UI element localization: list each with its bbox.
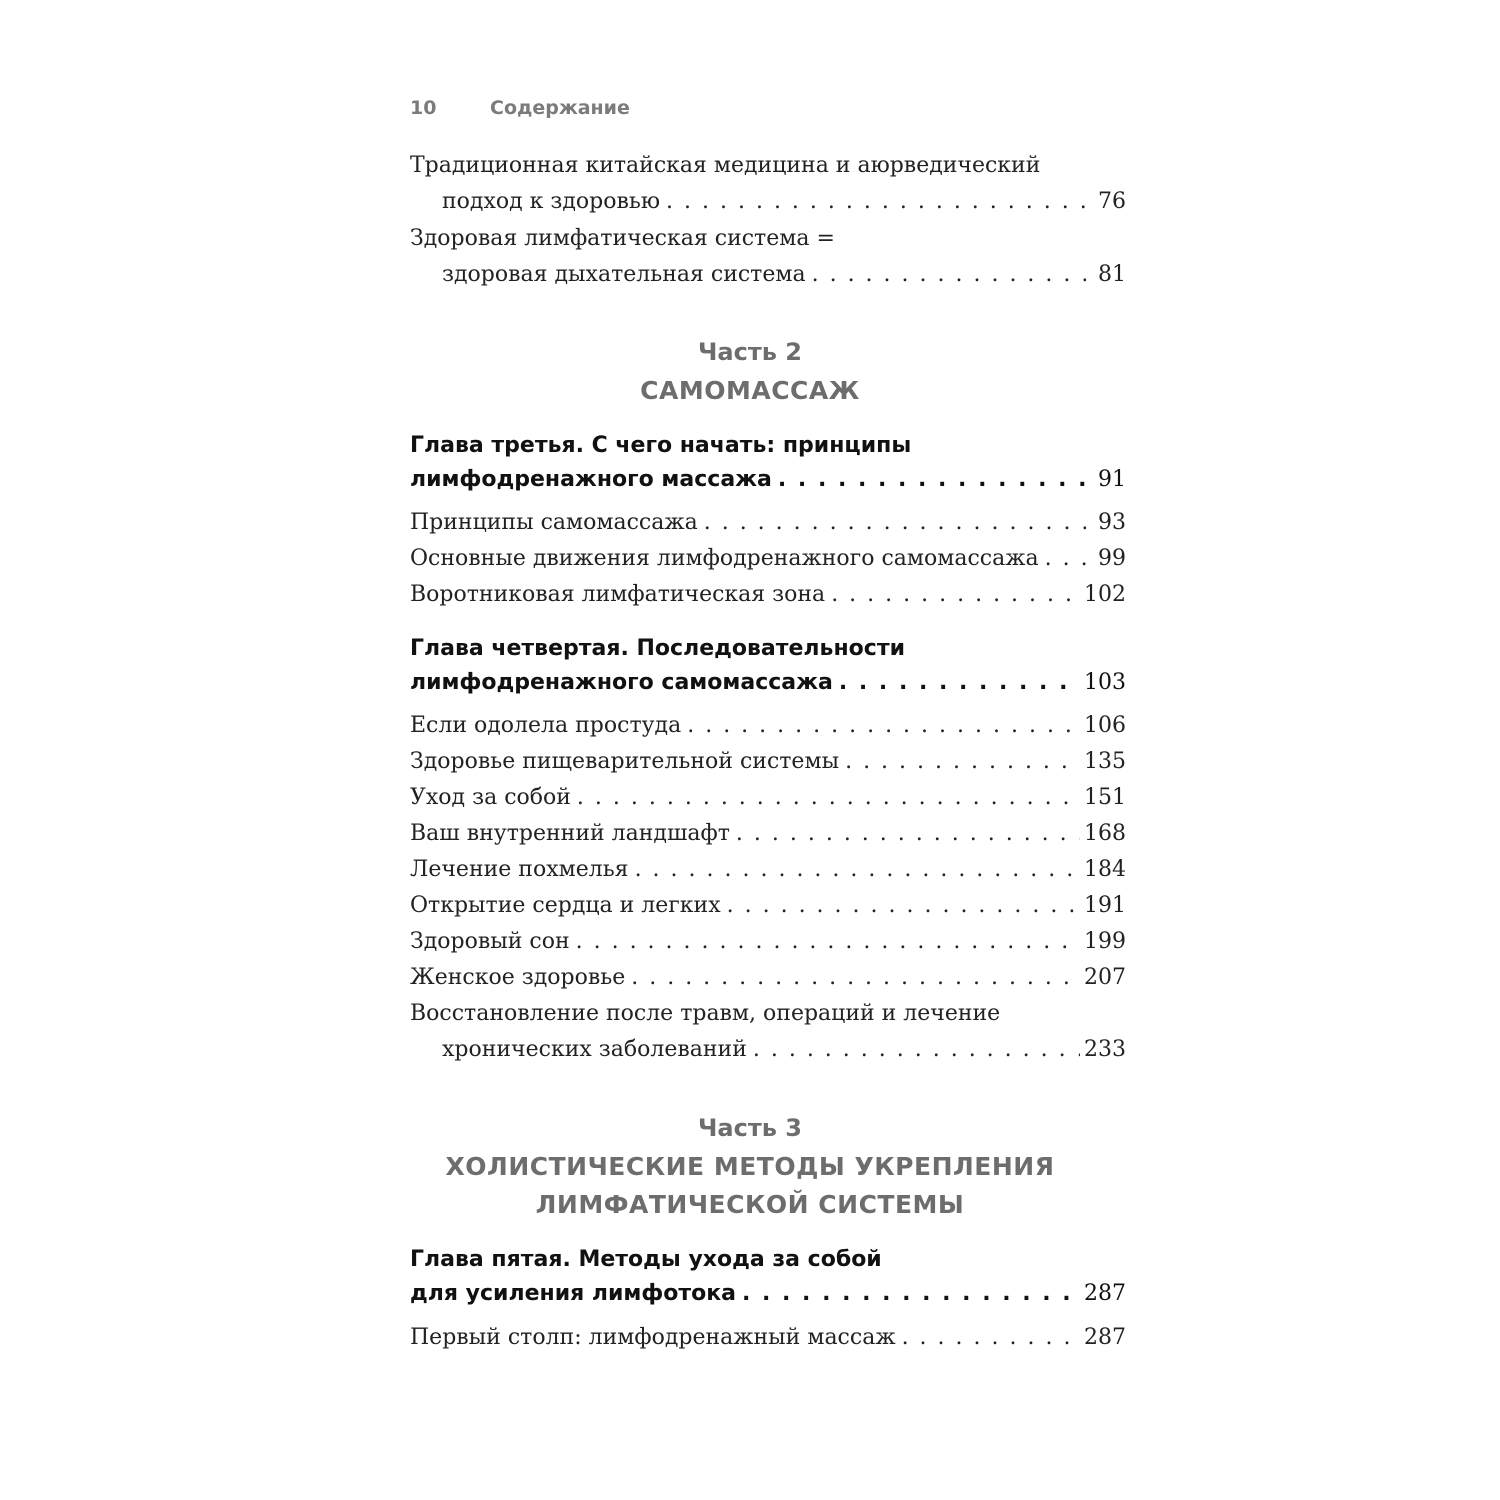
- toc-entry-lymph-respiratory[interactable]: [410, 221, 1126, 293]
- leader-dots: [778, 469, 1086, 491]
- part-2-label: Часть 2: [698, 338, 802, 366]
- toc-entry-title: Принципы самомассажа: [410, 510, 698, 535]
- toc-entry-recovery[interactable]: [410, 996, 1126, 1068]
- leader-dots: [666, 191, 1086, 213]
- toc-entry-sleep[interactable]: [410, 924, 1126, 960]
- toc-entry-first-pillar[interactable]: [410, 1320, 1126, 1356]
- toc-entry-self-massage-principles[interactable]: [410, 505, 1126, 541]
- toc-entry-cold[interactable]: [410, 708, 1126, 744]
- chapter-title-line1: Глава третья. С чего начать: принципы: [410, 433, 912, 458]
- toc-page-number: 233: [1084, 1037, 1126, 1062]
- leader-dots: [631, 967, 1080, 989]
- leader-dots: [687, 715, 1080, 737]
- toc-entry-basic-movements[interactable]: [410, 541, 1126, 577]
- toc-page-number: 81: [1098, 262, 1126, 287]
- toc-entry-title-line2: хронических заболеваний: [442, 1037, 747, 1062]
- running-header: [410, 97, 630, 119]
- leader-dots: [902, 1327, 1080, 1349]
- toc-entry-title: Женское здоровье: [410, 965, 626, 990]
- leader-dots: [727, 895, 1080, 917]
- toc-page-number: 184: [1084, 857, 1126, 882]
- toc-page-number: 99: [1098, 546, 1126, 571]
- part-2-title: САМОМАССАЖ: [640, 376, 860, 405]
- leader-dots: [577, 787, 1080, 809]
- page-number: 10: [410, 97, 437, 119]
- toc-page-number: 135: [1084, 749, 1126, 774]
- toc-chapter-4[interactable]: [410, 632, 1126, 700]
- toc-page-number: 103: [1084, 670, 1126, 695]
- chapter-title-line2: для усиления лимфотока: [410, 1281, 736, 1306]
- chapter-title-line1: Глава пятая. Методы ухода за собой: [410, 1247, 882, 1272]
- part-3-title-line1: ХОЛИСТИЧЕСКИЕ МЕТОДЫ УКРЕПЛЕНИЯ: [445, 1152, 1055, 1181]
- toc-page-number: 76: [1098, 189, 1126, 214]
- toc-entry-inner-landscape[interactable]: [410, 816, 1126, 852]
- toc-page-number: 102: [1084, 582, 1126, 607]
- toc-page-number: 207: [1084, 965, 1126, 990]
- toc-entry-tcm-ayurveda[interactable]: [410, 148, 1126, 220]
- toc-entry-title: Ваш внутренний ландшафт: [410, 821, 730, 846]
- leader-dots: [576, 931, 1080, 953]
- toc-chapter-3[interactable]: [410, 429, 1126, 497]
- leader-dots: [839, 672, 1080, 694]
- leader-dots: [753, 1039, 1080, 1061]
- toc-entry-title-line2: здоровая дыхательная система: [442, 262, 806, 287]
- toc-entry-collar-zone[interactable]: [410, 577, 1126, 613]
- toc-entry-title: Воротниковая лимфатическая зона: [410, 582, 826, 607]
- toc-entry-digestive[interactable]: [410, 744, 1126, 780]
- leader-dots: [736, 823, 1080, 845]
- toc-entry-title-line1: Здоровая лимфатическая система =: [410, 226, 835, 251]
- running-header-title: Содержание: [490, 97, 630, 119]
- toc-entry-self-care[interactable]: [410, 780, 1126, 816]
- toc-entry-heart-lungs[interactable]: [410, 888, 1126, 924]
- part-3-label: Часть 3: [698, 1114, 802, 1142]
- leader-dots: [831, 584, 1080, 606]
- toc-entry-title: Первый столп: лимфодренажный массаж: [410, 1325, 896, 1350]
- leader-dots: [812, 264, 1086, 286]
- toc-entry-title: Открытие сердца и легких: [410, 893, 721, 918]
- toc-entry-title: Уход за собой: [410, 785, 571, 810]
- toc-entry-title: Здоровье пищеварительной системы: [410, 749, 840, 774]
- leader-dots: [845, 751, 1080, 773]
- toc-entry-title-line1: Восстановление после травм, операций и лечение: [410, 1001, 1001, 1026]
- toc-entry-title-line1: Традиционная китайская медицина и аюрведический: [410, 153, 1041, 178]
- toc-entry-womens-health[interactable]: [410, 960, 1126, 996]
- toc-entry-title: Здоровый сон: [410, 929, 570, 954]
- leader-dots: [635, 859, 1080, 881]
- toc-page-number: 287: [1084, 1281, 1126, 1306]
- part-3-title-line2: ЛИМФАТИЧЕСКОЙ СИСТЕМЫ: [535, 1190, 965, 1219]
- toc-chapter-5[interactable]: [410, 1243, 1126, 1311]
- toc-page-number: 91: [1098, 467, 1126, 492]
- toc-entry-title: Лечение похмелья: [410, 857, 629, 882]
- toc-page-number: 191: [1084, 893, 1126, 918]
- leader-dots: [704, 512, 1086, 534]
- toc-entry-title: Если одолела простуда: [410, 713, 682, 738]
- toc-page-number: 199: [1084, 929, 1126, 954]
- toc-page-number: 151: [1084, 785, 1126, 810]
- toc-page-number: 287: [1084, 1325, 1126, 1350]
- toc-entry-title: Основные движения лимфодренажного самомассажа: [410, 546, 1039, 571]
- toc-page-number: 93: [1098, 510, 1126, 535]
- chapter-title-line2: лимфодренажного самомассажа: [410, 670, 833, 695]
- chapter-title-line2: лимфодренажного массажа: [410, 467, 772, 492]
- toc-entry-hangover[interactable]: [410, 852, 1126, 888]
- toc-page-number: 168: [1084, 821, 1126, 846]
- toc-page-number: 106: [1084, 713, 1126, 738]
- leader-dots: [1045, 548, 1086, 570]
- chapter-title-line1: Глава четвертая. Последовательности: [410, 636, 905, 661]
- leader-dots: [742, 1283, 1080, 1305]
- toc-entry-title-line2: подход к здоровью: [442, 189, 661, 214]
